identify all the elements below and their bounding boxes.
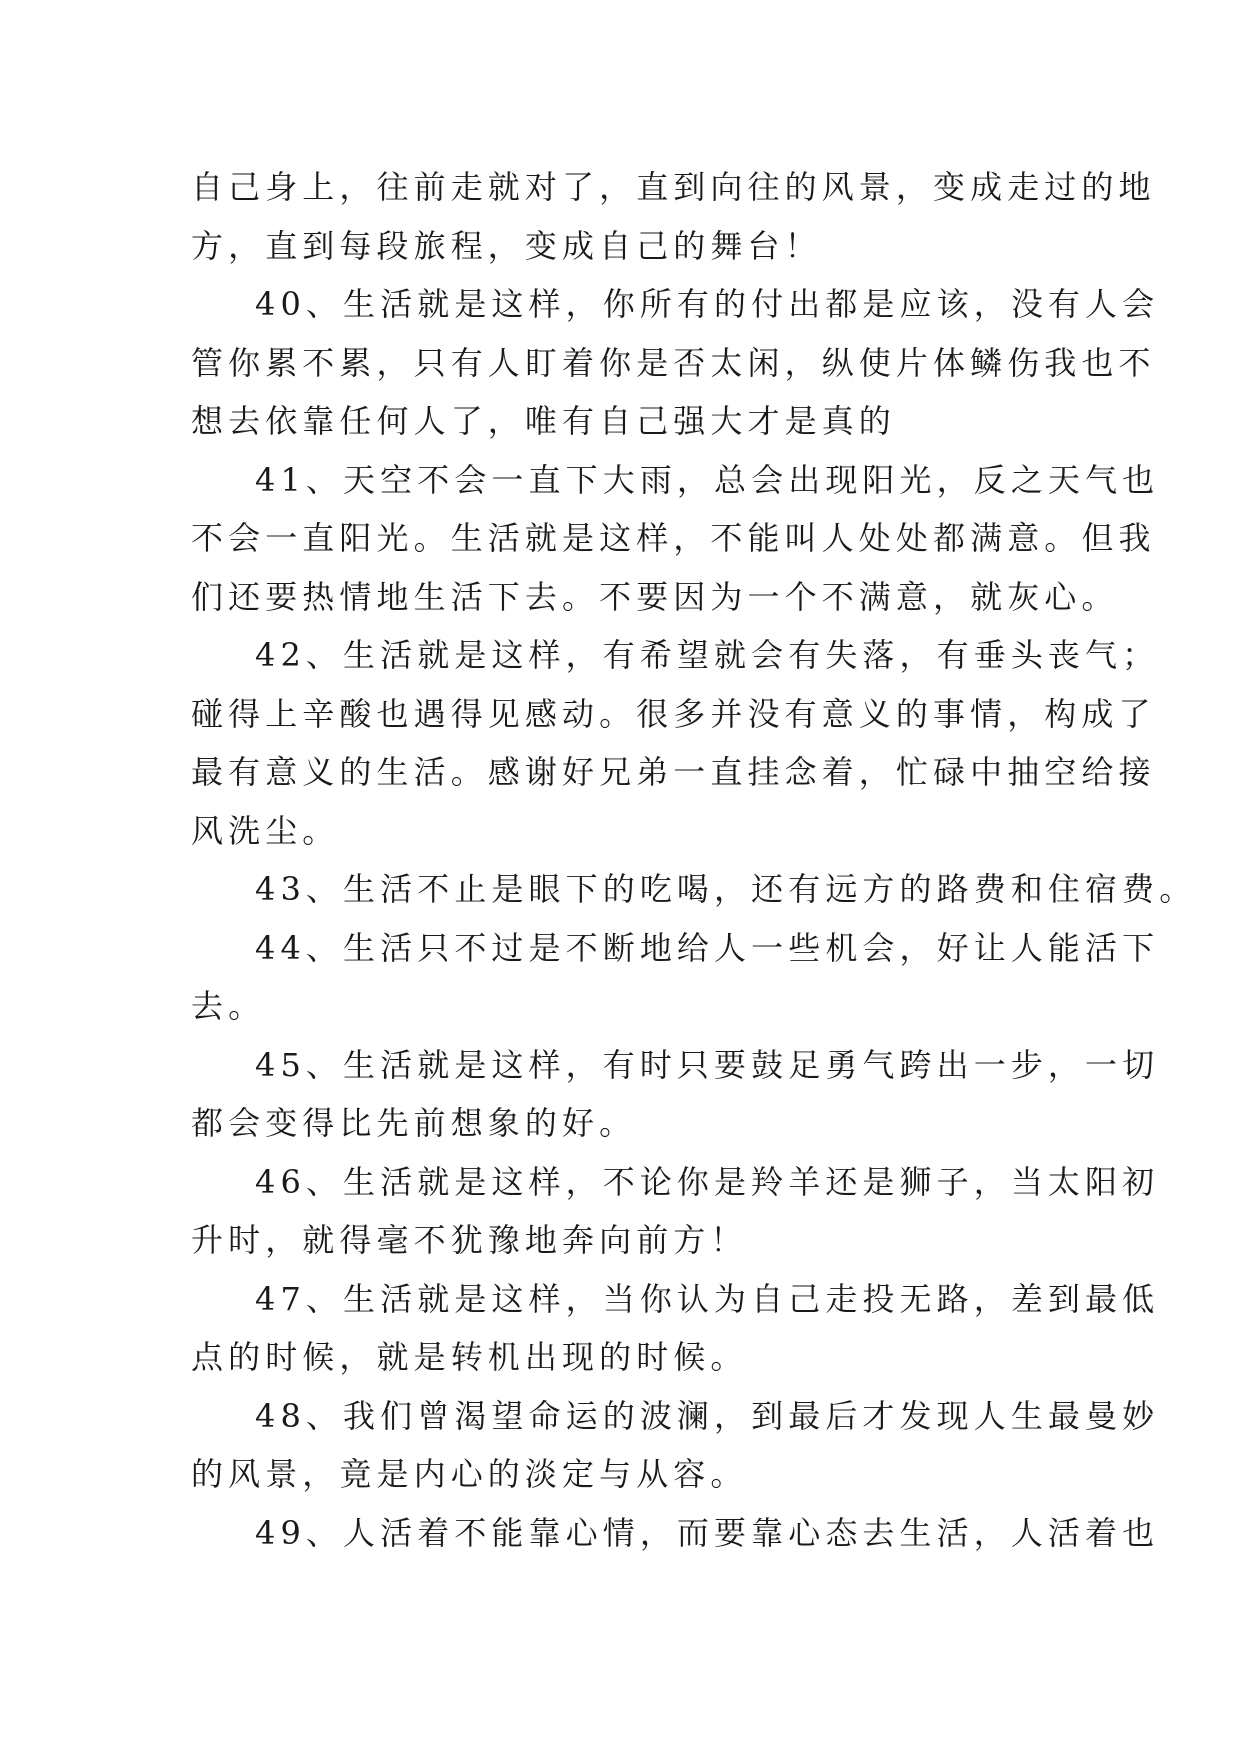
paragraph-42-line: 42、生活就是这样，有希望就会有失落，有垂头丧气；	[255, 636, 1160, 674]
paragraph-44-line: 44、生活只不过是不断地给人一些机会，好让人能活下	[255, 928, 1160, 967]
paragraph-43-line: 43、生活不止是眼下的吃喝，还有远方的路费和住宿费。	[255, 870, 1197, 908]
text-line: 想去依靠任何人了，唯有自己强大才是真的	[191, 402, 896, 440]
text-line: 不会一直阳光。生活就是这样，不能叫人处处都满意。但我	[191, 519, 1156, 557]
text-line: 风洗尘。	[191, 811, 340, 850]
paragraph-46-line: 46、生活就是这样，不论你是羚羊还是狮子，当太阳初	[255, 1162, 1160, 1201]
text-line: 点的时候，就是转机出现的时候。	[191, 1338, 748, 1376]
text-line: 们还要热情地生活下去。不要因为一个不满意，就灰心。	[191, 577, 1119, 616]
paragraph-49-line: 49、人活着不能靠心情，而要靠心态去生活，人活着也	[255, 1513, 1160, 1552]
text-line: 自己身上，往前走就对了，直到向往的风景，变成走过的地	[191, 168, 1156, 206]
paragraph-40-line: 40、生活就是这样，你所有的付出都是应该，没有人会	[255, 285, 1160, 323]
text-line: 方，直到每段旅程，变成自己的舞台！	[191, 226, 822, 265]
text-line: 去。	[191, 987, 266, 1025]
paragraph-48-line: 48、我们曾渴望命运的波澜，到最后才发现人生最曼妙	[255, 1396, 1160, 1435]
text-line: 的风景，竟是内心的淡定与从容。	[191, 1455, 748, 1493]
paragraph-41-line: 41、天空不会一直下大雨，总会出现阳光，反之天气也	[255, 460, 1160, 499]
text-line: 最有意义的生活。感谢好兄弟一直挂念着，忙碌中抽空给接	[191, 753, 1156, 791]
text-line: 碰得上辛酸也遇得见感动。很多并没有意义的事情，构成了	[191, 694, 1156, 733]
text-line: 都会变得比先前想象的好。	[191, 1104, 637, 1142]
text-line: 管你累不累，只有人盯着你是否太闲，纵使片体鳞伤我也不	[191, 343, 1156, 382]
paragraph-47-line: 47、生活就是这样，当你认为自己走投无路，差到最低	[255, 1279, 1160, 1318]
paragraph-45-line: 45、生活就是这样，有时只要鼓足勇气跨出一步，一切	[255, 1045, 1160, 1084]
text-line: 升时，就得毫不犹豫地奔向前方！	[191, 1221, 748, 1259]
document-body	[191, 158, 1197, 1562]
